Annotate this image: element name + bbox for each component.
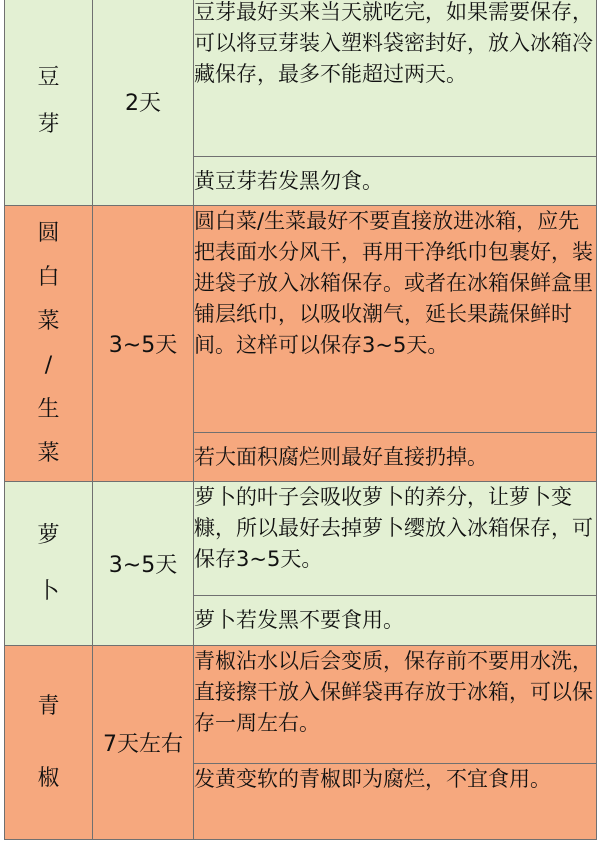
row-cabbage-lettuce [5, 206, 597, 433]
vegetable-name [5, 482, 93, 646]
name-char: 芽 [37, 112, 60, 137]
name-char: / [44, 352, 53, 378]
name-char: 白 [37, 264, 60, 290]
name-char: 卜 [37, 578, 60, 604]
storage-days: 2天 [93, 0, 194, 206]
name-char: 萝 [37, 522, 60, 548]
name-char: 椒 [37, 765, 60, 791]
storage-table [4, 0, 597, 840]
name-char: 菜 [37, 440, 60, 466]
storage-tip: 圆白菜/生菜最好不要直接放进冰箱，应先把表面水分风干，再用干净纸巾包裹好，装进袋子放入冰箱保存。或者在冰箱保鲜盒里铺层纸巾，以吸收潮气，延长果蔬保鲜时间。这样可以保存3~5天。 [194, 206, 597, 433]
name-char: 圆 [37, 220, 60, 246]
row-radish [5, 482, 597, 596]
name-char: 生 [37, 396, 60, 422]
row-bean-sprouts [5, 0, 597, 157]
storage-tip: 萝卜的叶子会吸收萝卜的养分，让萝卜变糠，所以最好去掉萝卜缨放入冰箱保存，可保存3~5天。 [194, 482, 597, 596]
warning-note: 发黄变软的青椒即为腐烂，不宜食用。 [194, 764, 597, 840]
storage-days: 3~5天 [93, 482, 194, 646]
name-char: 豆 [37, 65, 60, 90]
storage-days: 7天左右 [93, 646, 194, 840]
row-green-pepper [5, 646, 597, 764]
name-char: 青 [37, 693, 60, 719]
storage-tip: 豆芽最好买来当天就吃完，如果需要保存，可以将豆芽装入塑料袋密封好，放入冰箱冷藏保存，最多不能超过两天。 [194, 0, 597, 157]
warning-note: 萝卜若发黑不要食用。 [194, 596, 597, 646]
name-char: 菜 [37, 308, 60, 334]
warning-note: 黄豆芽若发黑勿食。 [194, 157, 597, 206]
vegetable-name [5, 646, 93, 840]
vegetable-name [5, 0, 93, 206]
vegetable-name [5, 206, 93, 482]
warning-note: 若大面积腐烂则最好直接扔掉。 [194, 433, 597, 482]
storage-tip: 青椒沾水以后会变质，保存前不要用水洗，直接擦干放入保鲜袋再存放于冰箱，可以保存一周左右。 [194, 646, 597, 764]
storage-days: 3~5天 [93, 206, 194, 482]
